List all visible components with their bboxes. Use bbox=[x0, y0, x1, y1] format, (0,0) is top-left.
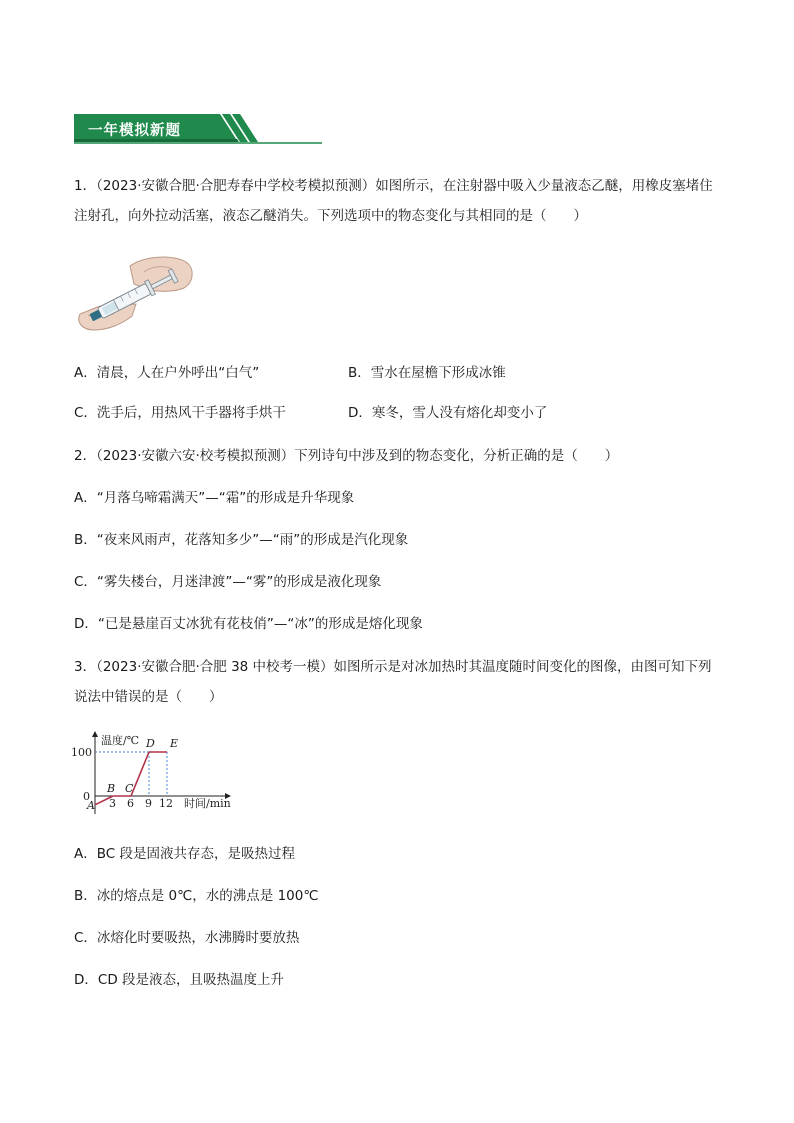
x-tick-6: 6 bbox=[127, 797, 134, 810]
q1-option-d: D．寒冬，雪人没有熔化却变小了 bbox=[348, 405, 548, 421]
q1-option-c: C．洗手后，用热风干手器将手烘干 bbox=[74, 405, 286, 421]
q2-option-d: D．“已是悬崖百丈冰犹有花枝俏”—“冰”的形成是熔化现象 bbox=[74, 616, 423, 632]
q1-option-a: A．清晨，人在户外呼出“白气” bbox=[74, 365, 260, 381]
q3-option-d: D．CD 段是液态，且吸热温度上升 bbox=[74, 972, 285, 988]
point-label-a: A bbox=[87, 798, 95, 812]
q2-option-c: C．“雾失楼台，月迷津渡”—“雾”的形成是液化现象 bbox=[74, 574, 382, 590]
x-tick-9: 9 bbox=[145, 797, 152, 810]
point-label-e: E bbox=[170, 737, 179, 750]
q2-option-a: A．“月落乌啼霜满天”—“霜”的形成是升华现象 bbox=[74, 490, 355, 506]
q3-stem-line1: 3．（2023·安徽合肥·合肥 38 中校考一模）如图所示是对冰加热时其温度随时间变化的图像，由图可知下列 bbox=[74, 659, 712, 675]
point-label-b: B bbox=[107, 782, 116, 795]
q3-option-a: A．BC 段是固液共存态，是吸热过程 bbox=[74, 846, 295, 862]
y-axis-label: 温度/℃ bbox=[101, 734, 140, 747]
point-label-c: C bbox=[125, 782, 134, 795]
q1-option-b: B．雪水在屋檐下形成冰锥 bbox=[348, 365, 506, 381]
segment-CD bbox=[131, 752, 149, 796]
q3-option-c: C．冰熔化时要吸热，水沸腾时要放热 bbox=[74, 930, 300, 946]
x-tick-3: 3 bbox=[109, 797, 116, 810]
x-axis-label: 时间/min bbox=[184, 797, 231, 810]
q2-stem-line1: 2．（2023·安徽六安·校考模拟预测）下列诗句中涉及到的物态变化，分析正确的是（ ） bbox=[74, 448, 619, 464]
q3-stem-line2: 说法中错误的是（ ） bbox=[74, 689, 223, 705]
q2-option-b: B．“夜来风雨声，花落知多少”—“雨”的形成是汽化现象 bbox=[74, 532, 409, 548]
syringe-figure bbox=[74, 252, 196, 334]
x-tick-12: 12 bbox=[159, 797, 173, 810]
temperature-time-graph bbox=[70, 728, 245, 820]
q3-option-b: B．冰的熔点是 0℃，水的沸点是 100℃ bbox=[74, 888, 319, 904]
point-label-d: D bbox=[146, 737, 155, 750]
y-tick-0: 0 bbox=[83, 790, 90, 803]
q1-stem-line2: 注射孔，向外拉动活塞，液态乙醚消失。下列选项中的物态变化与其相同的是（ ） bbox=[74, 208, 587, 224]
y-tick-100: 100 bbox=[71, 746, 92, 759]
q1-stem-line1: 1．（2023·安徽合肥·合肥寿春中学校考模拟预测）如图所示，在注射器中吸入少量液态乙醚，用橡皮塞堵住 bbox=[74, 178, 713, 194]
section-title: 一年模拟新题 bbox=[88, 123, 181, 139]
